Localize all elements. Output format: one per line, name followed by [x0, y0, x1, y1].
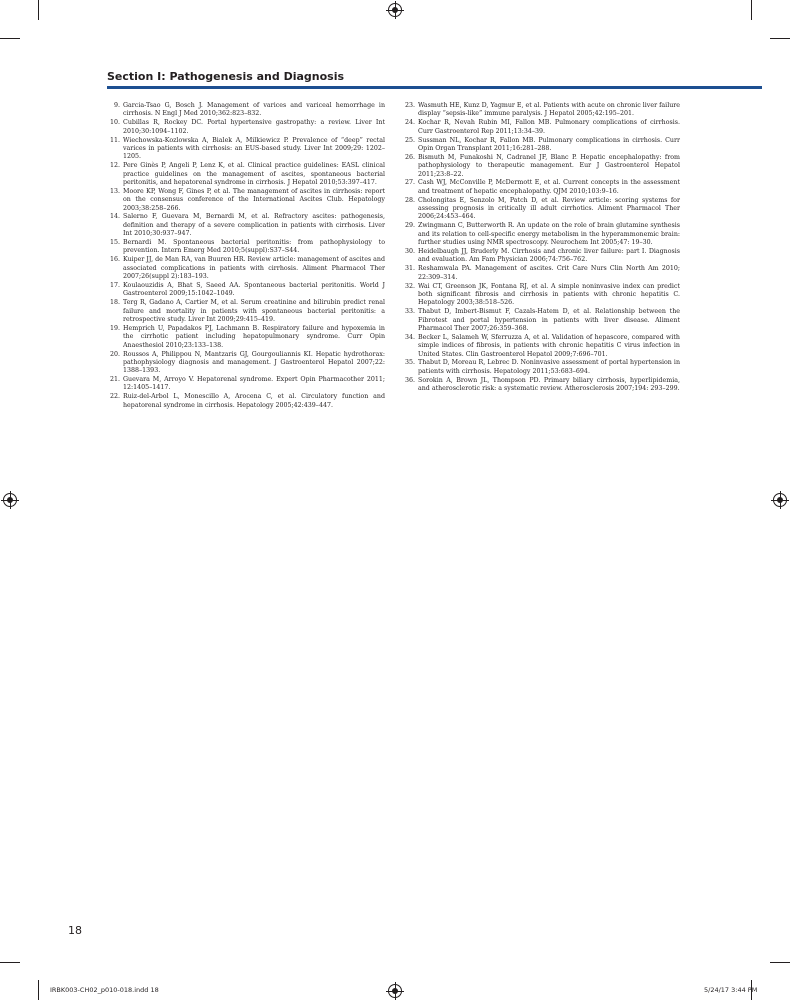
reference-item: [107, 351, 385, 376]
reference-text: Thabut D, Imbert-Bismut F, Cazals-Hatem D, et al. Relationship between the Fibrotest and portal hypertension in patients with liver disease. Aliment Pharmacol Ther 2007;26:359–368.: [418, 308, 680, 332]
reference-number: 34.: [404, 333, 415, 341]
reference-number: 23.: [404, 102, 415, 109]
reference-text: Reshamwala PA. Management of ascites. Crit Care Nurs Clin North Am 2010; 22:309–314.: [418, 265, 680, 281]
reference-item: [402, 308, 680, 333]
registration-mark-icon: [3, 493, 17, 507]
reference-text: Cash WJ, McConville P, McDermott E, et al. Current concepts in the assessment and treatment of hepatic encephalopathy. QJM 2010;103:9–16.: [418, 179, 680, 195]
reference-text: Pere Ginès P, Angeli P, Lenz K, et al. Clinical practice guidelines: EASL clinical practice guidelines on the management of ascites, spontaneous bacterial peritonitis, and hepatorenal syndrome in cirrhosis. J Hepatol 2010;53:397–417.: [123, 162, 385, 186]
reference-number: 15.: [109, 239, 120, 247]
reference-item: [402, 137, 680, 154]
file-slug: IRBK003-CH02_p010-018.indd 18: [50, 986, 159, 994]
reference-text: Sussman NL, Kochar R, Fallon MB. Pulmonary complications in cirrhosis. Curr Opin Organ Transplant 2011;16:281–288.: [418, 136, 680, 152]
reference-item: [107, 376, 385, 393]
reference-item: [107, 299, 385, 324]
reference-number: 35.: [404, 359, 415, 367]
reference-item: [402, 359, 680, 376]
reference-text: Bismuth M, Funakoshi N, Cadranel JF, Blanc P. Hepatic encephalopathy: from pathophysiology to therapeutic management. Eur J Gastroenterol Hepatol 2011;23:8–22.: [418, 153, 680, 178]
reference-number: 14.: [109, 213, 120, 221]
section-title: Section I: Pathogenesis and Diagnosis: [107, 70, 345, 83]
reference-text: Kuiper JJ, de Man RA, van Buuren HR. Review article: management of ascites and associated complications in patients with cirrhosis. Aliment Pharmacol Ther 2007;26(suppl 2):183–193.: [123, 256, 385, 281]
reference-number: 31.: [404, 265, 415, 273]
crop-mark-top-left: [0, 38, 20, 39]
print-timestamp: 5/24/17 3:44 PM: [704, 986, 758, 994]
reference-text: Salerno F, Guevara M, Bernardi M, et al. Refractory ascites: pathogenesis, definition and therapy of a severe complication in patients with cirrhosis. Liver Int 2010;30:937–947.: [123, 213, 385, 238]
reference-item: [402, 334, 680, 359]
reference-number: 29.: [404, 222, 415, 230]
reference-number: 27.: [404, 179, 415, 187]
reference-text: Becker L, Salameh W, Sferruzza A, et al. Validation of hepascore, compared with simple indices of fibrosis, in patients with chronic hepatitis C virus infection in United States. Clin Gastroenterol Hepatol 2009;7:696–701.: [418, 333, 680, 358]
reference-item: [107, 325, 385, 350]
reference-number: 11.: [109, 136, 120, 144]
reference-item: [107, 239, 385, 256]
reference-text: Ruiz-del-Arbol L, Monescillo A, Arocena C, et al. Circulatory function and hepatorenal syndrome in cirrhosis. Hepatology 2005;42:439–447.: [123, 393, 385, 409]
references-right-column: [402, 102, 680, 394]
reference-item: [402, 377, 680, 394]
reference-text: Wasmuth HE, Kunz D, Yagmur E, et al. Patients with acute on chronic liver failure display “sepsis-like” immune paralysis. J Hepatol 2005;42:195–201.: [418, 102, 680, 118]
reference-item: [402, 197, 680, 222]
reference-item: [402, 222, 680, 247]
reference-text: Cholongitas E, Senzolo M, Patch D, et al. Review article: scoring systems for assessing prognosis in critically ill adult cirrhotics. Aliment Pharmacol Ther 2006;24:453–464.: [418, 196, 680, 221]
reference-item: [107, 162, 385, 187]
header-rule: [107, 86, 762, 89]
reference-text: Guevara M, Arroyo V. Hepatorenal syndrome. Expert Opin Pharmacother 2011; 12:1405–1417.: [123, 376, 385, 392]
reference-number: 18.: [109, 299, 120, 307]
reference-item: [107, 102, 385, 119]
reference-number: 30.: [404, 248, 415, 255]
registration-mark-icon: [773, 493, 787, 507]
reference-number: 10.: [109, 119, 120, 127]
reference-number: 26.: [404, 153, 415, 161]
reference-text: Heidelbaugh JJ, Bruderly M. Cirrhosis and chronic liver failure: part I. Diagnosis and evaluation. Am Fam Physician 2006;74:756–762.: [418, 248, 680, 264]
reference-number: 17.: [109, 281, 120, 289]
crop-mark-bottom-left-vertical: [38, 980, 39, 1000]
reference-item: [107, 119, 385, 136]
reference-text: Kochar R, Nevah Rubin MI, Fallon MB. Pulmonary complications of cirrhosis. Curr Gastroenterol Rep 2011;13:34–39.: [418, 119, 680, 135]
reference-text: Moore KP, Wong F, Gines P, et al. The management of ascites in cirrhosis: report on the consensus conference of the International Ascites Club. Hepatology 2003;38:258–266.: [123, 187, 385, 212]
reference-item: [107, 188, 385, 213]
crop-mark-top-right-vertical: [751, 0, 752, 20]
crop-mark-bottom-left: [0, 962, 20, 963]
reference-item: [402, 248, 680, 265]
reference-item: [402, 154, 680, 179]
page-number: 18: [68, 924, 82, 937]
reference-item: [402, 179, 680, 196]
reference-number: 28.: [404, 196, 415, 204]
reference-item: [402, 265, 680, 282]
reference-number: 24.: [404, 119, 415, 127]
reference-text: Bernardi M. Spontaneous bacterial peritonitis: from pathophysiology to prevention. Intern Emerg Med 2010;5(suppl):S37–S44.: [123, 239, 385, 255]
reference-text: Wai CT, Greenson JK, Fontana RJ, et al. A simple noninvasive index can predict both significant fibrosis and cirrhosis in patients with chronic hepatitis C. Hepatology 2003;38:518–526.: [418, 282, 680, 307]
reference-item: [107, 137, 385, 162]
reference-item: [402, 102, 680, 119]
reference-text: Garcia-Tsao G, Bosch J. Management of varices and variceal hemorrhage in cirrhosis. N Engl J Med 2010;362:823–832.: [123, 102, 385, 118]
reference-text: Terg R, Gadano A, Cartier M, et al. Serum creatinine and bilirubin predict renal failure and mortality in patients with spontaneous bacterial peritonitis: a retrospective study. Liver Int 2009;29:415–419.: [123, 299, 385, 323]
reference-text: Zwingmann C, Butterworth R. An update on the role of brain glutamine synthesis and its relation to cell-specific energy metabolism in the hyperammonemic brain: further studies using NMR spectroscopy. Neurochem Int 2005;47: 19–30.: [418, 222, 680, 247]
reference-text: Koulaouzidis A, Bhat S, Saeed AA. Spontaneous bacterial peritonitis. World J Gastroenterol 2009;15:1042–1049.: [123, 281, 385, 298]
reference-item: [107, 213, 385, 238]
reference-number: 12.: [109, 162, 120, 170]
reference-item: [402, 119, 680, 136]
reference-number: 19.: [109, 324, 120, 332]
reference-number: 22.: [109, 393, 120, 401]
reference-number: 36.: [404, 376, 415, 384]
reference-text: Roussos A, Philippou N, Mantzaris GJ, Gourgouliannis KI. Hepatic hydrothorax: pathophysiology diagnosis and management. J Gastroenterol Hepatol 2007;22: 1388–1393.: [123, 350, 385, 375]
crop-mark-top-left-vertical: [38, 0, 39, 20]
crop-mark-bottom-right: [770, 962, 790, 963]
reference-item: [402, 283, 680, 308]
reference-text: Cubillas R, Rockey DC. Portal hypertensive gastropathy: a review. Liver Int 2010;30:1094–1102.: [123, 119, 385, 135]
reference-text: Hemprich U, Papadakos PJ, Lachmann B. Respiratory failure and hypoxemia in the cirrhotic patient including hepatopulmonary syndrome. Curr Opin Anaesthesiol 2010;23:133–138.: [123, 324, 385, 349]
reference-number: 32.: [404, 282, 415, 290]
reference-number: 20.: [109, 350, 120, 358]
registration-mark-icon: [388, 984, 402, 998]
references-left-column: [107, 102, 385, 411]
reference-number: 25.: [404, 136, 415, 144]
reference-text: Thabut D, Moreau R, Lebrec D. Noninvasive assessment of portal hypertension in patients with cirrhosis. Hepatology 2011;53:683–694.: [418, 359, 680, 375]
reference-number: 33.: [404, 308, 415, 316]
reference-text: Sorokin A, Brown JL, Thompson PD. Primary biliary cirrhosis, hyperlipidemia, and atherosclerotic risk: a systematic review. Atherosclerosis 2007;194: 293–299.: [418, 376, 680, 393]
registration-mark-icon: [388, 3, 402, 17]
reference-item: [107, 393, 385, 410]
reference-number: 16.: [109, 256, 120, 264]
crop-mark-top-right: [770, 38, 790, 39]
reference-number: 9.: [113, 102, 120, 109]
reference-number: 13.: [109, 187, 120, 195]
reference-item: [107, 256, 385, 281]
reference-text: Wiechowska-Kozlowska A, Bialek A, Milkiewicz P. Prevalence of “deep” rectal varices in patients with cirrhosis: an EUS-based study. Liver Int 2009;29: 1202–1205.: [123, 136, 385, 161]
reference-item: [107, 282, 385, 299]
reference-number: 21.: [109, 376, 120, 384]
